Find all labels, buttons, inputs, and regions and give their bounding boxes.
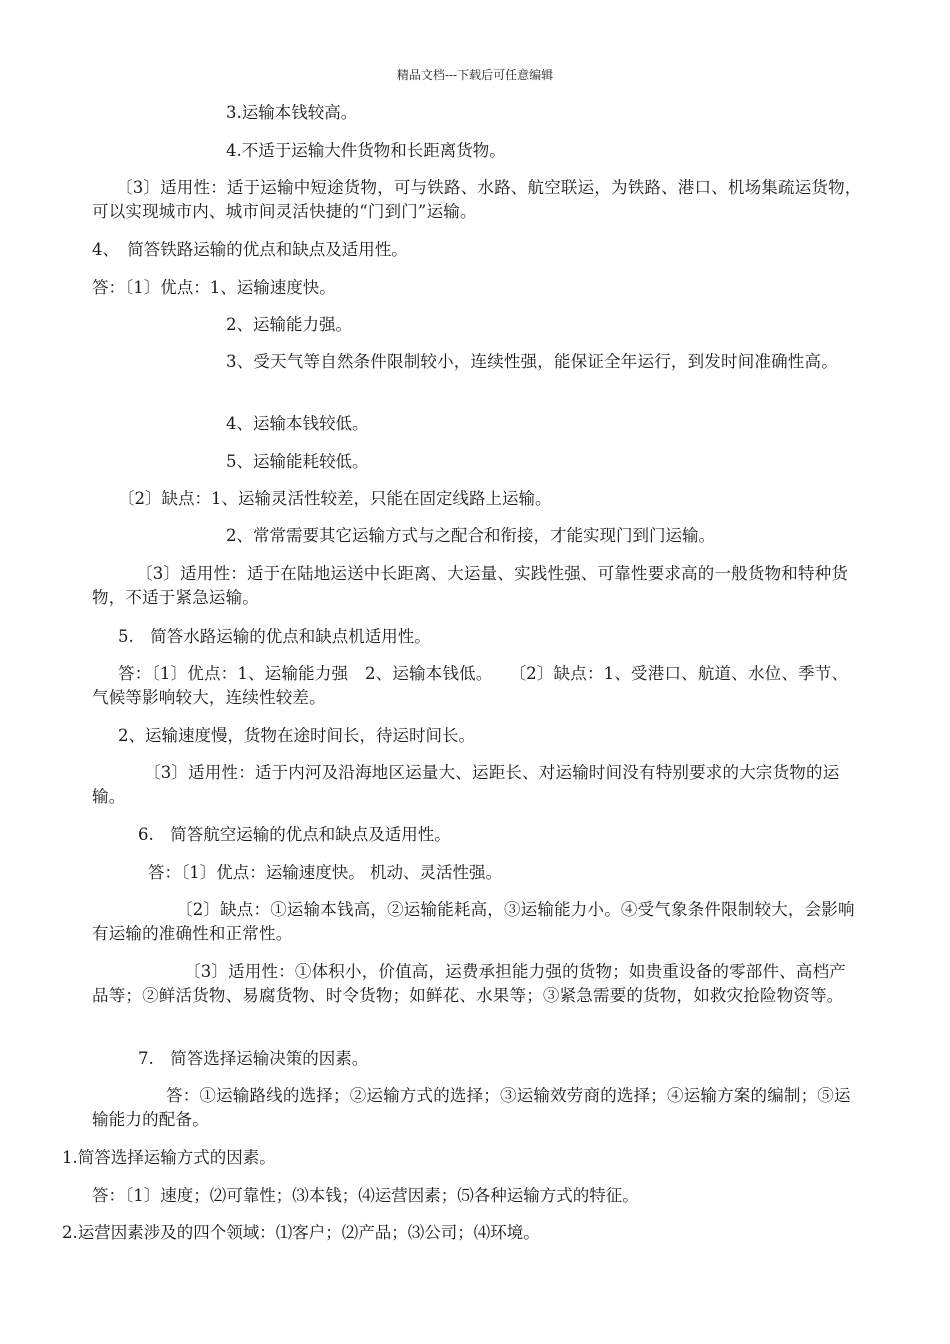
paragraph	[92, 662, 862, 710]
paragraph	[92, 960, 862, 1008]
text-line: 2、运输速度慢，货物在途时间长，待运时间长。	[118, 726, 475, 745]
text-line: 5、运输能耗较低。	[226, 452, 369, 471]
text-line: 3.运输本钱较高。	[226, 103, 358, 122]
text-line: 答：〔1〕优点：1、运输速度快。	[92, 278, 336, 297]
question-heading: 6. 简答航空运输的优点和缺点及适用性。	[138, 825, 451, 844]
question-heading: 1.简答选择运输方式的因素。	[62, 1148, 276, 1167]
paragraph	[92, 1084, 862, 1132]
text-line: 2、运输能力强。	[226, 315, 352, 334]
paragraph	[92, 898, 862, 946]
question-heading: 4、 简答铁路运输的优点和缺点及适用性。	[92, 240, 408, 259]
text-line: 2、常常需要其它运输方式与之配合和衔接，才能实现门到门运输。	[226, 526, 715, 545]
text-line: 3、受天气等自然条件限制较小，连续性强，能保证全年运行，到发时间准确性高。	[226, 352, 838, 371]
text-line: 〔3〕适用性：①体积小，价值高，运费承担能力强的货物；如贵重设备的零部件、高档产品等；②鲜活货物、易腐货物、时令货物；如鲜花、水果等；③紧急需要的货物，如救灾抢险物资等。	[92, 962, 846, 1005]
text-line: 〔3〕适用性：适于内河及沿海地区运量大、运距长、对运输时间没有特别要求的大宗货物的运输。	[92, 763, 840, 806]
text-line: 4.不适于运输大件货物和长距离货物。	[226, 141, 506, 160]
paragraph	[92, 562, 862, 610]
text-line: 〔2〕缺点：①运输本钱高，②运输能耗高，③运输能力小。④受气象条件限制较大，会影响有运输的准确性和正常性。	[92, 900, 855, 943]
paragraph	[92, 350, 862, 374]
text-line: 〔3〕适用性：适于在陆地运送中长距离、大运量、实践性强、可靠性要求高的一般货物和特种货物，不适于紧急运输。	[92, 564, 849, 607]
text-line: 答：〔1〕优点：1、运输能力强 2、运输本钱低。 〔2〕缺点：1、受港口、航道、水位、季节、气候等影响较大，连续性较差。	[92, 664, 849, 707]
text-line: 4、运输本钱较低。	[226, 414, 369, 433]
question-heading: 5. 简答水路运输的优点和缺点机适用性。	[118, 627, 431, 646]
question-heading: 7. 简答选择运输决策的因素。	[138, 1049, 369, 1068]
text-line: 答：〔1〕速度；⑵可靠性；⑶本钱；⑷运营因素；⑸各种运输方式的特征。	[92, 1186, 639, 1205]
page-header: 精品文档---下载后可任意编辑	[396, 68, 554, 82]
text-line: 〔3〕适用性：适于运输中短途货物，可与铁路、水路、航空联运，为铁路、港口、机场集疏运货物，可以实现城市内、城市间灵活快捷的“门到门”运输。	[92, 178, 862, 221]
text-line: 答：〔1〕优点：运输速度快。 机动、灵活性强。	[148, 863, 502, 882]
paragraph	[92, 176, 862, 224]
paragraph	[92, 761, 862, 809]
text-line: 〔2〕缺点：1、运输灵活性较差，只能在固定线路上运输。	[118, 489, 552, 508]
text-line: 答：①运输路线的选择；②运输方式的选择；③运输效劳商的选择；④运输方案的编制；⑤运输能力的配备。	[92, 1086, 851, 1129]
text-line: 2.运营因素涉及的四个领域：⑴客户；⑵产品；⑶公司；⑷环境。	[62, 1223, 540, 1242]
